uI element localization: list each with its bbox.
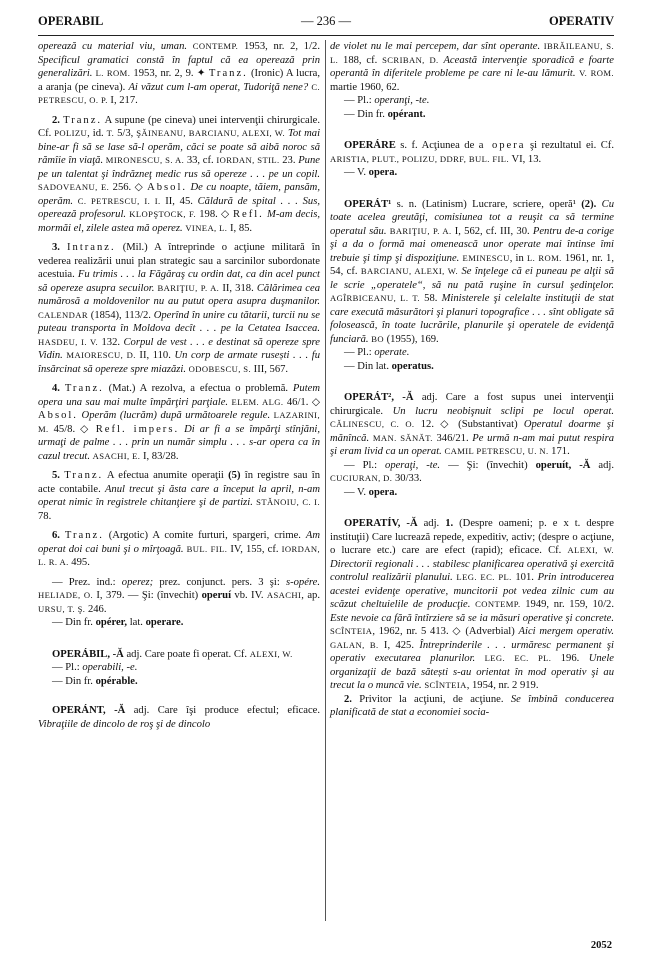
headword-entry: OPERÁBIL, -Ă adj. Care poate fi operat. Cf. ALEXI, W.: [52, 648, 293, 660]
entry-paragraph: operează cu material viu, uman. CONTEMP. 1953, nr. 2, 1/2. Specificul gramatici constă în faptul că ea operează prin generalizări. L. ROM. 1953, nr. 2, 9. ✦ Tranz. (Ironic) A lucra, a aranja (pe cineva). Ai văzut cum l-am operat, Tudoriţă nene? C. PETRESCU, O. P. I, 217.: [38, 41, 320, 106]
right-column: [330, 40, 614, 720]
entry-paragraph: — Din fr. opérer, lat. operare.: [52, 617, 184, 628]
page-number: 2052: [590, 940, 612, 951]
entry-paragraph: — Din lat. operatus.: [344, 360, 434, 372]
entry-paragraph: — Pl.: operaţi, -te. — Şi: (învechit) operuít, -Ă adj. CUCIURAN, D. 30/33.: [330, 459, 614, 484]
entry-paragraph: — Din fr. opérable.: [52, 675, 138, 687]
entry-paragraph: — Pl.: operate.: [344, 347, 410, 358]
page-header: [38, 14, 614, 30]
entry-paragraph: — V. opera.: [344, 486, 398, 498]
column-divider: [325, 40, 326, 921]
entry-paragraph: 2. Privitor la acţiuni, de acţiune. Se îmbină conducerea planificată de stat a economiei socia-: [330, 693, 614, 718]
entry-paragraph: 2. Tranz. A supune (pe cineva) unei intervenţii chirurgicale. Cf. POLIZU, id. T. 5/3, ŞĂINEANU, BARCIANU, ALEXI, W. Tot mai bine-ar fi să se lase să-l operăm, căci se poate să aibă noroc să rămîie în viaţă. MIRONESCU, S. A. 33, cf. IORDAN, STIL. 23. Pune pe un talentat şi îndrăzneţ medic rus să opereze . . . pe un copil. SADOVEANU, E. 256. ◇ Absol. De cu noapte, tăiem, pansăm, operăm. C. PETRESCU, I. I. II, 45. Căldură de spital . . . Sus, operează profesorul. KLOPŞTOCK, F. 198. ◇ Refl. M-am decis, mormăi el, zilele astea mă operez. VINEA, L. I, 85.: [38, 114, 321, 234]
entry-paragraph: — Din fr. opérant.: [344, 108, 426, 120]
header-right-word: OPERATIV: [548, 14, 614, 28]
headword-entry: OPERÁNT, -Ă adj. Care îşi produce efectul; eficace. Vibraţiile de dincolo de roş şi de dincolo: [38, 705, 321, 730]
header-page-marker: — 236 —: [301, 14, 351, 28]
entry-paragraph: de violet nu le mai percepem, dar sînt operante. IBRĂILEANU, S. L. 188, cf. SCRIBAN, D. Această intervenţie sporadică e foarte operantă în diferitele probleme pe care ni le-au lămurit. V. ROM. martie 1960, 62.: [330, 41, 614, 93]
entry-paragraph: — Pl.: operabili, -e.: [52, 662, 138, 673]
headword-entry: OPERÁT², -Ă adj. Care a fost supus unei intervenţii chirurgicale. Un lucru neobişnuit sclipi pe locul operat. CĂLINESCU, C. O. 12. ◇ (Substantivat) Operatul doarme şi mănîncă. MAN. SĂNĂT. 346/21. Pe urmă n-am mai putut respira şi eram livid ca un operat. CAMIL PETRESCU, U. N. 171.: [330, 392, 615, 457]
header-left-word: OPERABIL: [38, 14, 104, 28]
entry-paragraph: 6. Tranz. (Argotic) A comite furturi, spargeri, crime. Am operat doi cai buni şi o mîrţoagă. BUL. FIL. IV, 155, cf. IORDAN, L. R. A. 495.: [38, 530, 320, 568]
header-rule: [38, 35, 614, 36]
left-column: [38, 40, 320, 731]
entry-paragraph: — Pl.: operanţi, -te.: [344, 95, 430, 106]
headword-entry: OPERATÍV, -Ă adj. 1. (Despre oameni; p. e x t. despre instituţii) Care lucrează repede, expeditiv, activ; (despre o acţiune, o lucrare etc.) care are efect (rapid); eficace. Cf. ALEXI, W. Directorii regionali . . . stabilesc planificarea operativă şi exercită controlul realizării planului. LEG. EC. PL. 101. Prin introducerea acestei evidenţe operative, muncitorii pot vedea zilnic cum au scăzut cheltuielile de producţie. CONTEMP. 1949, nr. 159, 10/2. Este nevoie ca fără întîrziere să se ia măsuri operative şi concrete. SCÎNTEIA, 1962, nr. 5 413. ◇ (Adverbial) Aici mergem operativ. GALAN, B. I, 425. Întreprinderile . . . urmăresc permanent şi operativ executarea planurilor. LEG. EC. PL. 196. Unele organizaţii de bază sătești s-au orientat în mod operativ şi au trecut la o muncă vie. SCÎNTEIA, 1954, nr. 2 919.: [330, 518, 614, 691]
entry-paragraph: 3. Intranz. (Mil.) A întreprinde o acţiune militară în vederea realizării unui plan strategic sau a sarcinilor subordonate acestuia. Fu trimis . . . la Făgăraş cu ordin dat, ca din acel punct să opereze asupra secuilor. BARIŢIU, P. A. II, 318. Călărimea cea numărosă a moldovenilor nu au putut opera asupra duşmanilor. CALENDAR (1854), 113/2. Operînd în unire cu tătarii, turcii nu se puteau transporta în Moldova decît . . . pe la Cetatea Isaccea. HASDEU, I. V. 132. Corpul de vest . . . e destinat să opereze spre Vidin. MAIORESCU, D. II, 110. Un corp de armate rusești . . . fu însărcinat să opereze spre miazăzi. ODOBESCU, S. III, 567.: [38, 242, 321, 375]
entry-paragraph: — V. opera.: [344, 167, 398, 178]
entry-paragraph: 5. Tranz. A efectua anumite operaţii (5) în registre sau în acte contabile. Anul trecut şi ăsta care a început la april, n-am operat nimic în registrele chitanţiere şi de partizi. STĂNOIU, C. I. 78.: [38, 470, 320, 522]
headword-entry: OPERÁT¹ s. n. (Latinism) Lucrare, scriere, operă¹ (2). Cu toate acelea greutăţi, comisiunea tot a reuşit ca să termine operatul său. BARIŢIU, P. A. I, 562, cf. III, 30. Pentru de-a corige şi a da o formă mai omenească unor operate mai întinse îmi trebuie şi timp şi dispoziţiune. EMINESCU, in L. ROM. 1961, nr. 1, 54, cf. BARCIANU, ALEXI, W. Se înţelege că ei puneau pe alţii să le scrie „operatele“, să nu pată ruşine în cursul şedinţelor. AGÎRBICEANU, L. T. 58. Ministerele şi celelalte instituţii de stat care execută măsurători şi planuri topografice . . . sînt obligate să folosească, în toate lucrările, planurile şi operatele de evidenţă funciară. BO (1955), 169.: [330, 198, 614, 345]
entry-paragraph: 4. Tranz. (Mat.) A rezolva, a efectua o problemă. Putem opera una sau mai multe împărţiri parţiale. ELEM. ALG. 46/1. ◇ Absol. Operăm (lucrăm) după următoarele regule. LAZARINI, M. 45/8. ◇ Refl. impers. Di ar fi a se împărţi stînjăni, urmaţi de palme . . . prin un număr simplu . . . s-ar opera ca în cazul trecut. ASACHI, E. I, 83/28.: [38, 383, 320, 462]
headword-entry: OPERÁRE s. f. Acţiunea de a opera şi rezultatul ei. Cf. ARISTIA, PLUT., POLIZU, DDRF, BUL. FIL. VI, 13.: [330, 140, 614, 165]
entry-paragraph: — Prez. ind.: operez; prez. conjunct. pers. 3 şi: s-opére. HELIADE, O. I, 379. — Şi: (învechit) operuí vb. IV. ASACHI, ap. URSU, T. Ş. 246.: [38, 576, 321, 615]
